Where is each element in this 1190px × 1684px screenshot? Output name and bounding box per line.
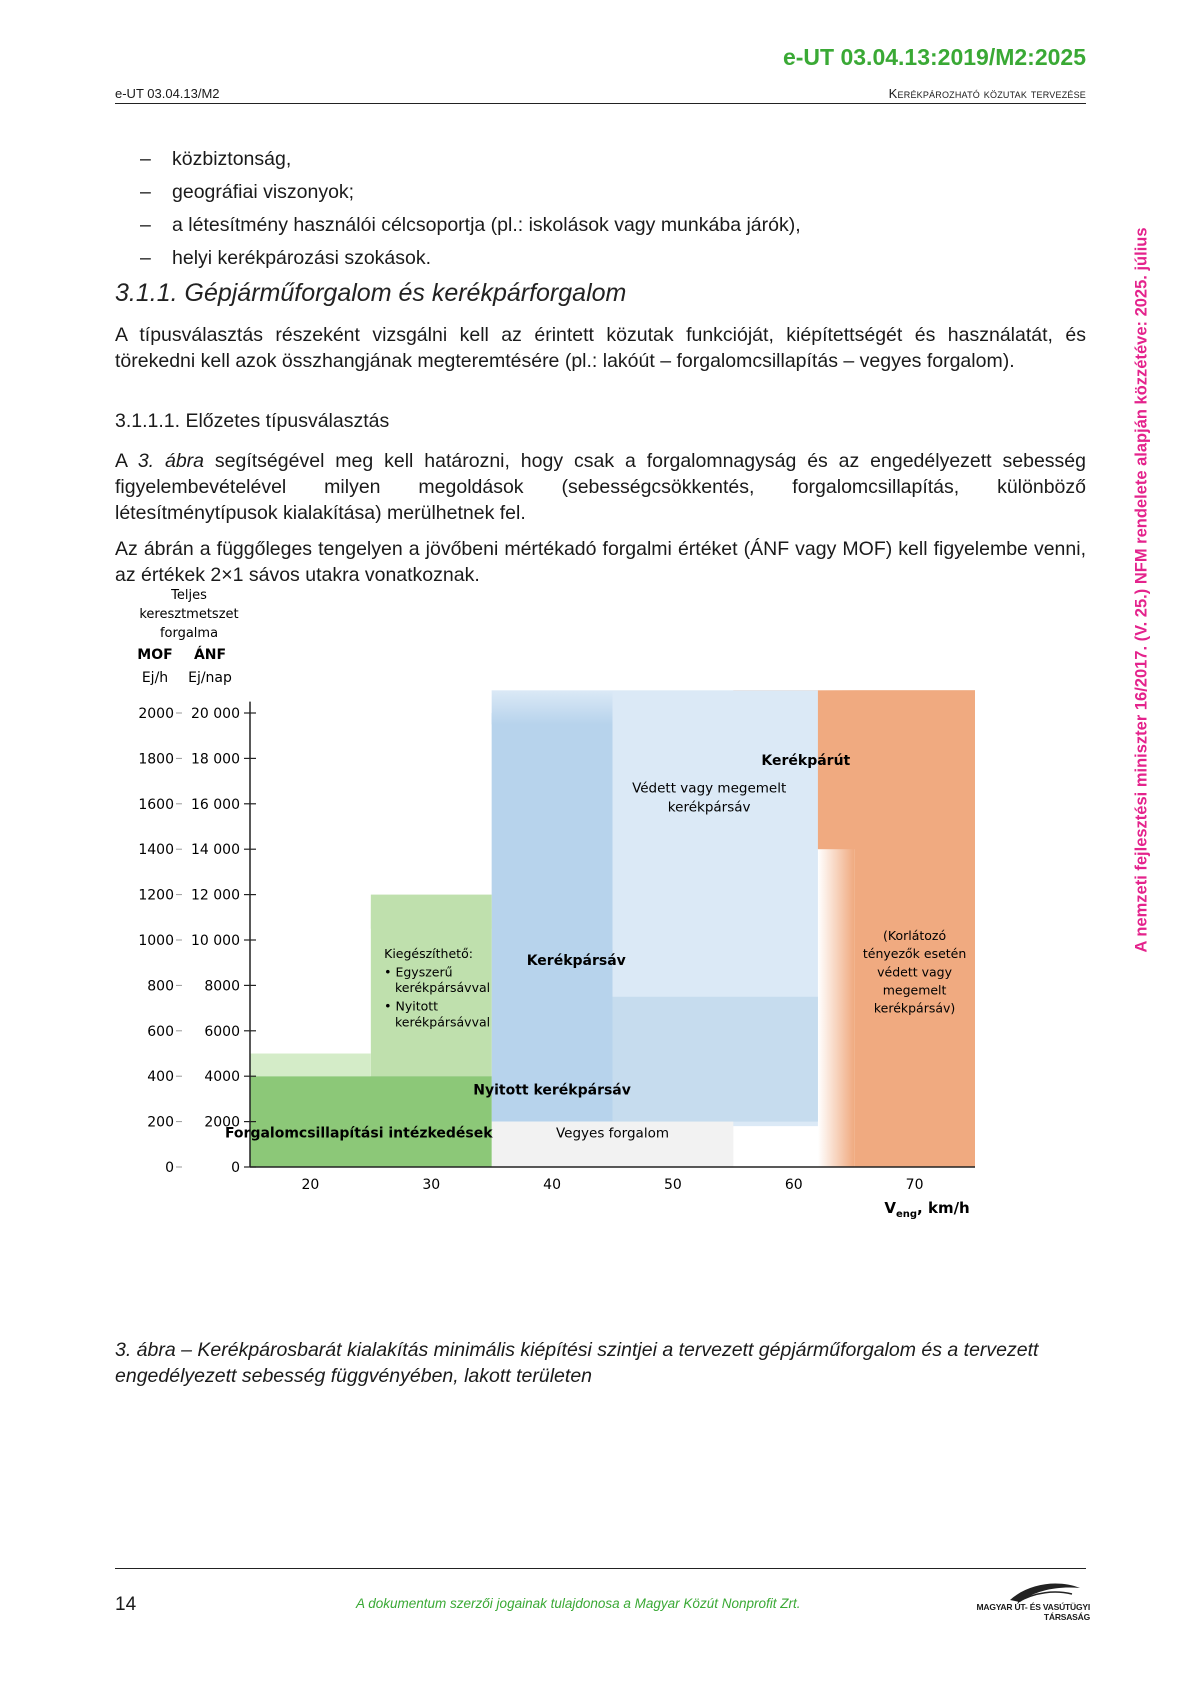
header-rule (115, 103, 1086, 104)
y-tick-label-mof: 800 (147, 978, 174, 995)
publication-note-text: A nemzeti fejlesztési miniszter 16/2017. (V. 25.) NFM rendelete alapján közzétéve: 2025. július (1132, 227, 1151, 953)
page-number: 14 (115, 1594, 137, 1615)
header-left-code: e-UT 03.04.13/M2 (115, 86, 220, 101)
y-tick-label-mof: 600 (147, 1023, 174, 1040)
list-item-text: a létesítmény használói célcsoportja (pl.: iskolások vagy munkába járók), (172, 214, 801, 236)
kieg-item1-line2: kerékpársávval (395, 980, 491, 996)
restricted-line5: kerékpársáv) (873, 1000, 956, 1016)
y-tick-label-anf: 8000 (204, 978, 240, 995)
y-tick-label-mof: 1800 (138, 751, 174, 768)
footer-rule (115, 1568, 1086, 1569)
paragraph-axis-note: Az ábrán a függőleges tengelyen a jövőbeni mértékadó forgalmi értéket (ÁNF vagy MOF) kell figyelembe venni, az értékek 2×1 sávos utakra vonatkoznak. (115, 538, 1086, 586)
kieg-item2-line2: kerékpársávval (395, 1014, 491, 1030)
anf-unit: Ej/nap (188, 670, 232, 686)
x-axis-title-sub: eng (895, 1209, 918, 1220)
zone-label-kerekparsav: Kerékpársáv (526, 952, 626, 969)
x-tick-label: 40 (543, 1177, 561, 1193)
zone-kerekparsav-top (492, 690, 613, 724)
y-tick-label-anf: 2000 (204, 1114, 240, 1131)
zone-forgalomcsillapitas-fade (250, 1054, 371, 1077)
y-tick-label-anf: 18 000 (191, 751, 240, 768)
axis-header-line1: Teljes (171, 588, 207, 603)
y-tick-label-anf: 14 000 (191, 842, 240, 859)
zone-kerekparsav (492, 713, 613, 1122)
list-item (140, 209, 1080, 242)
y-tick-label-mof: 1400 (138, 842, 174, 859)
x-tick-label: 60 (784, 1177, 803, 1193)
restricted-line2: tényezők esetén (862, 946, 967, 962)
zone-kiegeszitheto-fade (371, 895, 492, 929)
bullet-dash: – (140, 247, 151, 269)
list-item (140, 176, 1080, 209)
restricted-line3: védett vagy (877, 964, 953, 980)
axis-header-line3: forgalma (159, 626, 219, 641)
y-tick-label-anf: 4000 (204, 1069, 240, 1086)
caption-text: – Kerékpárosbarát kialakítás minimális kiépítési szintjei a tervezett gépjárműforgalom és a tervezett engedélyezett sebesség függvényében, lakott területen (115, 1339, 1039, 1387)
traffic-speed-chart (130, 588, 1070, 1320)
y-tick-label-anf: 0 (231, 1160, 240, 1176)
zone-label-protected-line2: kerékpársáv (667, 799, 751, 816)
y-axis-ticks (138, 706, 256, 1176)
paragraph-figure-reference (115, 448, 1086, 526)
x-axis-title-rest: , km/h (917, 1199, 970, 1217)
zone-label-nyitott: Nyitott kerékpársáv (473, 1082, 631, 1099)
list-item-text: közbiztonság, (172, 148, 292, 170)
mof-unit: Ej/h (141, 670, 169, 686)
y-tick-label-anf: 12 000 (191, 887, 240, 904)
y-tick-label-anf: 6000 (204, 1023, 240, 1040)
zone-label-forgalomcsillapitas: Forgalomcsillapítási intézkedések (224, 1125, 493, 1142)
zone-label-vegyes: Vegyes forgalom (555, 1125, 670, 1142)
x-tick-label: 30 (422, 1177, 441, 1193)
x-tick-label: 20 (301, 1177, 320, 1193)
document-code: e-UT 03.04.13:2019/M2:2025 (782, 44, 1086, 70)
x-tick-label: 70 (905, 1177, 924, 1193)
kieg-item1-line1: • Egyszerű (384, 964, 453, 980)
x-axis-ticks (302, 1177, 924, 1193)
restricted-line4: megemelt (882, 982, 947, 998)
zone-label-kerekparut: Kerékpárút (761, 753, 851, 770)
mof-label: MOF (137, 647, 173, 663)
copyright-notice: A dokumentum szerzői jogainak tulajdonosa a Magyar Közút Nonprofit Zrt. (356, 1596, 801, 1611)
restricted-line1: (Korlátozó (883, 928, 947, 943)
figure-reference: 3. ábra (137, 450, 205, 472)
list-item (140, 143, 1080, 176)
y-tick-label-mof: 400 (147, 1069, 174, 1086)
list-item-text: geográfiai viszonyok; (172, 181, 355, 203)
x-axis-title (884, 1199, 969, 1220)
list-item-text: helyi kerékpározási szokások. (172, 247, 432, 269)
paragraph-text: segítségével meg kell határozni, hogy csak a forgalomnagyság és az engedélyezett sebesség figyelembevételével milyen megoldások (sebességcsökkentés, forgalomcsillapítás, különböző létesítménytípusok kialakítása) merülhetnek fel. (115, 450, 1086, 524)
y-tick-label-mof: 200 (147, 1114, 174, 1131)
zone-forgalomcsillapitas (250, 1076, 492, 1167)
x-axis-title-main: V (884, 1199, 896, 1217)
y-tick-label-anf: 10 000 (191, 933, 240, 949)
y-tick-label-anf: 16 000 (191, 796, 240, 813)
axis-header-line2: keresztmetszet (139, 607, 239, 622)
y-tick-label-mof: 1200 (138, 887, 174, 904)
y-tick-label-anf: 20 000 (191, 706, 240, 722)
zone-label-protected-line1: Védett vagy megemelt (632, 780, 787, 797)
y-tick-label-mof: 1600 (138, 796, 174, 813)
kieg-title: Kiegészíthető: (384, 946, 473, 962)
kieg-item2-line1: • Nyitott (384, 998, 439, 1014)
figure-caption (115, 1337, 1086, 1389)
caption-figure-ref: 3. ábra (115, 1339, 176, 1361)
y-tick-label-mof: 1000 (138, 933, 174, 949)
bullet-dash: – (140, 148, 151, 170)
paragraph-text: A (115, 450, 138, 472)
bullet-dash: – (140, 214, 151, 236)
subsection-title: 3.1.1.1. Előzetes típusválasztás (115, 410, 390, 432)
bullet-list (140, 143, 1080, 275)
x-tick-label: 50 (664, 1177, 682, 1193)
list-item (140, 242, 1080, 275)
header-document-title: Kerékpározható közutak tervezése (888, 86, 1086, 101)
society-logo-text: MAGYAR ÚT- ÉS VASÚTÜGYI TÁRSASÁG (976, 1602, 1090, 1622)
y-tick-label-mof: 0 (165, 1160, 174, 1176)
anf-label: ÁNF (193, 647, 227, 663)
paragraph-type-selection: A típusválasztás részeként vizsgálni kell az érintett közutak funkcióját, kiépítettségét és használatát, és törekedni kell azok összhangjának megteremtésére (pl.: lakóút – forgalomcsillapítás – vegyes forgalom). (115, 324, 1086, 372)
section-title: 3.1.1. Gépjárműforgalom és kerékpárforgalom (115, 279, 627, 307)
bullet-dash: – (140, 181, 151, 203)
y-tick-label-mof: 2000 (138, 706, 174, 722)
zone-kerekparsav-tail (613, 997, 818, 1122)
